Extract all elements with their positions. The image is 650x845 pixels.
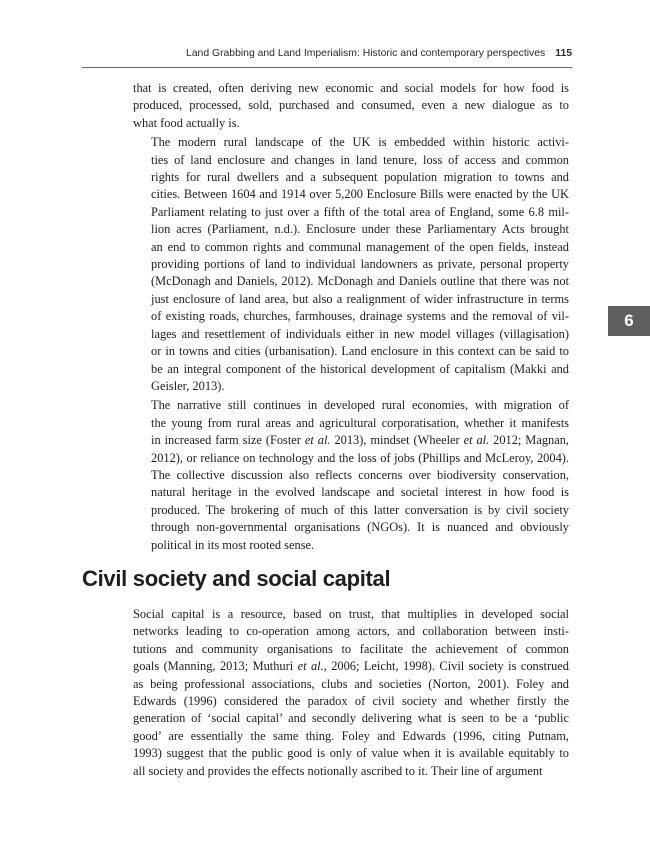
- text-line: natural heritage in the evolved landscape and societal interest in how food is: [151, 485, 569, 500]
- text-line: political in its most rooted sense.: [151, 537, 315, 552]
- text-line: tutions and community organisations to facilitate the achievement of common: [133, 641, 569, 656]
- text-line: what food actually is.: [133, 115, 240, 130]
- text-line: in increased farm size (Foster et al. 2013), mindset (Wheeler et al. 2012; Magnan,: [151, 433, 570, 448]
- header-rule: [82, 67, 572, 68]
- text-line: produced, processed, sold, purchased and consumed, even a new dialogue as to: [133, 98, 569, 113]
- body-text-after: [133, 606, 569, 780]
- chapter-tab: 6: [608, 306, 650, 336]
- text-line: all society and provides the effects notionally ascribed to it. Their line of argument: [133, 763, 543, 778]
- paragraph: [133, 397, 569, 554]
- section-heading: Civil society and social capital: [82, 566, 391, 591]
- text-line: good’ are essentially the same thing. Foley and Edwards (1996, citing Putnam,: [133, 728, 569, 743]
- text-line: of existing roads, churches, farmhouses, drainage systems and the removal of vil-: [151, 309, 569, 324]
- text-line: The modern rural landscape of the UK is embedded within historic activi-: [151, 135, 569, 150]
- text-line: goals (Manning, 2013; Muthuri et al., 2006; Leicht, 1998). Civil society is construed: [133, 659, 569, 674]
- text-line: Geisler, 2013).: [151, 378, 225, 393]
- text-line: be an integral component of the historical development of capitalism (Makki and: [151, 361, 569, 376]
- text-line: cities. Between 1604 and 1914 over 5,200 Enclosure Bills were enacted by the UK: [151, 187, 569, 202]
- text-line: The narrative still continues in developed rural economies, with migration of: [151, 398, 569, 413]
- text-line: an end to common rights and communal management of the open fields, instead: [151, 239, 569, 254]
- text-line: networks leading to co-operation among actors, and collaboration between insti-: [133, 624, 569, 639]
- running-head: [82, 48, 572, 59]
- text-line: rights for rural dwellers and a subsequent population migration to towns and: [151, 170, 569, 185]
- text-line: 2012), or reliance on technology and the loss of jobs (Phillips and McLeroy, 2004).: [151, 450, 569, 465]
- text-line: as being professional associations, clubs and societies (Norton, 2001). Foley and: [133, 676, 569, 691]
- text-line: or in towns and cities (urbanisation). Land enclosure in this context can be said to: [151, 344, 569, 359]
- text-line: generation of ‘social capital’ and secondly delivering what is seen to be a ‘public: [133, 711, 569, 726]
- body-text-before: [133, 80, 569, 554]
- text-line: the young from rural areas and agricultural corporatisation, whether it manifests: [151, 415, 569, 430]
- text-line: (McDonagh and Daniels, 2012). McDonagh and Daniels outline that there was not: [151, 274, 569, 289]
- text-line: produced. The brokering of much of this latter conversation is by civil society: [151, 502, 569, 517]
- paragraph: [133, 606, 569, 780]
- paragraph: [133, 80, 569, 132]
- text-line: ties of land enclosure and changes in land tenure, loss of access and common: [151, 152, 569, 167]
- page-number: 115: [555, 48, 572, 59]
- text-line: lages and resettlement of individuals either in new model villages (villagisation): [151, 326, 569, 341]
- text-line: through non-governmental organisations (NGOs). It is nuanced and obviously: [151, 520, 569, 535]
- text-line: The collective discussion also reflects concerns over biodiversity conservation,: [151, 467, 569, 482]
- text-line: Edwards (1996) considered the paradox of civil society and whether firstly the: [133, 694, 569, 709]
- text-line: Social capital is a resource, based on trust, that multiplies in developed social: [133, 607, 569, 621]
- text-line: just enclosure of land area, but also a realignment of wider infrastructure in terms: [151, 291, 569, 306]
- text-line: that is created, often deriving new economic and social models for how food is: [133, 81, 569, 95]
- text-line: Parliament relating to just over a fifth of the total area of England, some 6.8 mil-: [151, 204, 569, 219]
- text-line: 1993) suggest that the public good is only of value when it is available equitably to: [133, 746, 569, 761]
- text-line: lion acres (Parliament, n.d.). Enclosure under these Parliamentary Acts brought: [151, 222, 569, 237]
- paragraph: [133, 134, 569, 395]
- running-title: Land Grabbing and Land Imperialism: Historic and contemporary perspectives: [185, 48, 546, 59]
- text-line: providing portions of land to individual landowners as private, personal property: [151, 257, 569, 272]
